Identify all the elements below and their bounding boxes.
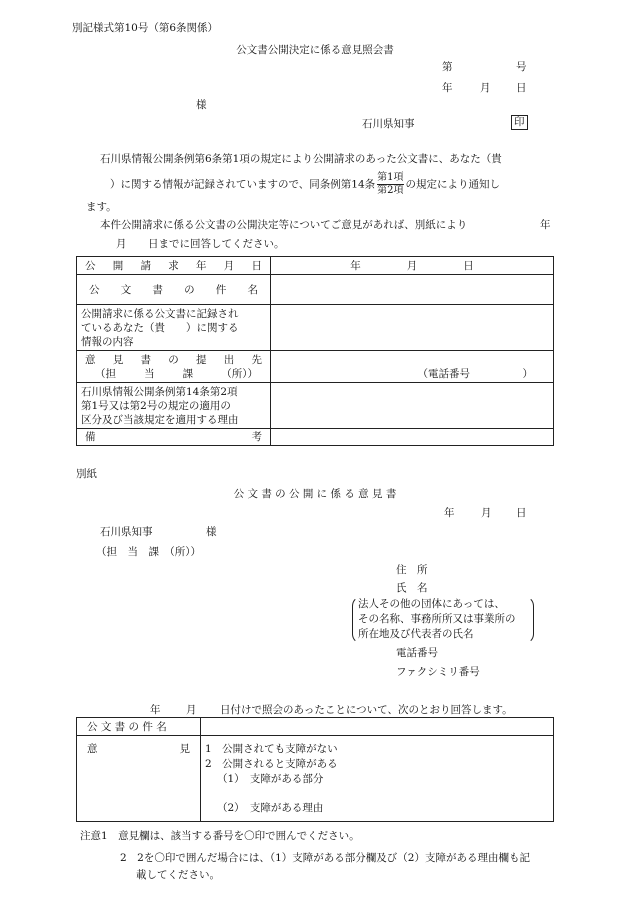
number-go: 号 (516, 61, 527, 73)
att-to-suffix: 様 (206, 526, 217, 538)
att-date-nen: 年 (444, 507, 455, 519)
para2-nen: 年 (540, 219, 551, 231)
para2-line2: 日までに回答してください。 (148, 238, 285, 250)
name-label: 氏 名 (396, 582, 428, 594)
info-content-value[interactable] (271, 305, 554, 351)
form-number: 別記様式第10号（第6条関係） (72, 22, 219, 34)
sender-name: 石川県知事 (362, 118, 415, 130)
opinion-option-2-1: （1） 支障がある部分 (217, 773, 324, 785)
opinion-option-1: 1 公開されても支障がない (205, 743, 338, 755)
para1-line1: 石川県情報公開条例第6条第1項の規定により公開請求のあった公文書に、あなた（貴 (100, 153, 502, 165)
reply-nen: 年 (150, 704, 161, 716)
row-request-date: 公 開 請 求 年 月 日 年 月 日 (77, 257, 554, 275)
corp-note: 法人その他の団体にあっては、 その名称、事務所所又は事業所の 所在地及び代表者の氏名 (358, 598, 516, 640)
note-1: 注意1 意見欄は、該当する番号を〇印で囲んでください。 (80, 830, 360, 842)
request-date-value[interactable]: 年 月 日 (271, 257, 554, 275)
address-label: 住 所 (396, 564, 428, 576)
row-remarks: 備 考 (77, 429, 554, 446)
article-fraction: $\frac{\text{第1項}}{\text{第2項}}$ (377, 172, 404, 196)
fax-label: ファクシミリ番号 (396, 666, 480, 678)
date-hi: 日 (516, 82, 527, 94)
remarks-value[interactable] (271, 429, 554, 446)
reply-text: 日付けで照会のあったことについて、次のとおり回答します。 (220, 704, 513, 716)
att-date-hi: 日 (516, 507, 527, 519)
att-to-dept: （担 当 課 （所）） (96, 546, 201, 558)
opinion-value[interactable] (201, 736, 554, 822)
row-info-content: 公開請求に係る公文書に記録され ているあなた（貴 ）に関する 情報の内容 (77, 305, 554, 351)
reply-tsuki: 月 (186, 704, 197, 716)
seal-mark: 印 (511, 115, 528, 130)
note-2-line2: 載してください。 (136, 869, 220, 881)
document-title-value[interactable] (271, 275, 554, 305)
row-document-title: 公 文 書 の 件 名 (77, 275, 554, 305)
row-exemption-reason: 石川県情報公開条例第14条第2項 第1号又は第2号の規定の適用の 区分及び当該規定を適用する理由 (77, 383, 554, 429)
opinion-option-2-2: （2） 支障がある理由 (217, 802, 324, 814)
phone-label: 電話番号 (396, 647, 438, 659)
phone-number-label: （電話番号 ） (417, 368, 533, 380)
date-nen: 年 (442, 82, 453, 94)
att-date-tsuki: 月 (481, 507, 492, 519)
para1-line2: ）に関する情報が記録されていますので、同条例第14条 $\frac{\text{第1項}}{\text{第2項}}$ の規定により通知し (110, 172, 501, 196)
para2-tsuki: 月 (116, 238, 127, 250)
page-title: 公文書公開決定に係る意見照会書 (236, 44, 394, 56)
attachment-title: 公 文 書 の 公 開 に 係 る 意 見 書 (233, 488, 397, 500)
inquiry-table (76, 256, 554, 446)
attachment-label: 別紙 (76, 468, 97, 480)
att-document-title-value[interactable] (201, 718, 554, 736)
para2-line1: 本件公開請求に係る公文書の公開決定等についてご意見があれば、別紙により (100, 219, 468, 231)
number-dai: 第 (442, 61, 453, 73)
date-tsuki: 月 (480, 82, 491, 94)
opinion-option-2: 2 公開されると支障がある (205, 758, 338, 770)
submission-dest-value[interactable] (271, 351, 554, 383)
row-submission-dest: 意 見 書 の 提 出 先 （担 当 課 （所）） （電話番号 ） (77, 351, 554, 383)
opinion-table (76, 717, 554, 822)
row-att-document-title: 公 文 書 の 件 名 (77, 718, 554, 736)
para1-line3: ます。 (86, 201, 117, 213)
att-to-name: 石川県知事 (100, 526, 153, 538)
addressee-suffix: 様 (196, 99, 207, 111)
exemption-reason-value[interactable] (271, 383, 554, 429)
row-opinion: 意 見 1 公開されても支障がない 2 公開されると支障がある （1） 支障がある部分 （2） 支障がある理由 (77, 736, 554, 822)
note-2-line1: 2 2を〇印で囲んだ場合には、（1）支障がある部分欄及び（2）支障がある理由欄も記 (120, 852, 530, 864)
